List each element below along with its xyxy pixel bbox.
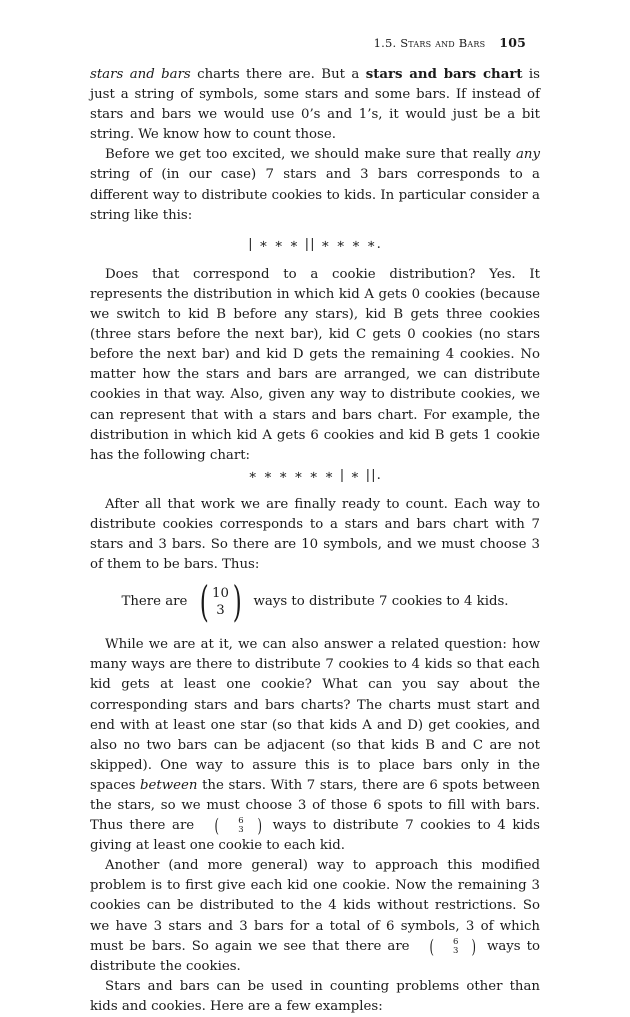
display-equation-2: ∗ ∗ ∗ ∗ ∗ ∗ | ∗ ||.	[248, 467, 382, 483]
paragraph-4: After all that work we are finally ready to count. Each way to distribute cookies corresponds to a stars and bars chart with 7 stars and 3 bars. So there are 10 symbols, and we must choose 3 of them to be bars. Thus:	[90, 496, 540, 573]
page-number: 105	[499, 35, 526, 50]
text-run: Another (and more general) way to approach this modified problem is to first give each kid one cookie. Now the remaining 3 cookies can be distributed to the 4 kids without restrictions. So we have 3 stars and 3 bars for a total of 6 symbols, 3 of which must be bars. So again we see that there are	[90, 858, 540, 954]
text-run: charts there are. But a	[190, 67, 366, 82]
emphasis-stars-and-bars: stars and bars	[90, 67, 191, 82]
binomial-stack	[212, 585, 229, 619]
section-title: 1.5. Stars and Bars	[373, 36, 486, 50]
inline-binomial	[416, 935, 481, 958]
binomial-top: 6	[238, 816, 244, 827]
binomial-bottom: 3	[453, 945, 459, 956]
text-run: ways to distribute the cookies.	[90, 938, 541, 974]
paragraph-1	[90, 65, 540, 145]
display-equation-3	[90, 577, 540, 627]
binomial-stack	[438, 938, 458, 956]
binomial-stack	[223, 817, 243, 835]
paragraph-5	[90, 635, 540, 856]
paragraph-6	[90, 856, 540, 977]
running-head	[374, 35, 526, 50]
text-run: While we are at it, we can also answer a related question: how many ways are there to distribute 7 cookies to 4 kids so that each kid gets at least one cookie? What can you say about the corresponding stars and bars charts? The charts must start and end with at least one star (so that kids A and D) get cookies, and also no two bars can be adjacent (so that kids B and C are not skipped). One way to assure this is to place bars only in the spaces	[90, 637, 540, 793]
term-stars-and-bars-chart: stars and bars chart	[365, 67, 523, 82]
right-paren: )	[257, 815, 262, 838]
text-run: Before we get too excited, we should make sure that really	[105, 147, 516, 163]
text-run: string of (in our case) 7 stars and 3 bars corresponds to a different way to distribute cookies to kids. In particular consider a string like this:	[90, 167, 540, 223]
binomial-top: 10	[211, 586, 229, 602]
left-paren: (	[429, 935, 434, 958]
text-run: is just a string of symbols, some stars and some bars. If instead of stars and bars we would use 0’s and 1’s, it would just be a bit string. We know how to count those.	[90, 67, 540, 143]
inline-binomial	[201, 815, 266, 838]
text-run: ways to distribute 7 cookies to 4 kids giving at least one cookie to each kid.	[90, 818, 540, 854]
text-run: the stars. With 7 stars, there are 6 spots between the stars, so we must choose 3 of those 6 spots to fill with bars. Thus there are	[90, 777, 540, 834]
left-paren: (	[214, 815, 219, 838]
binomial-bottom: 3	[216, 603, 225, 619]
binomial-coefficient	[196, 577, 246, 627]
emphasis-any: any	[515, 147, 540, 163]
paragraph-3: Does that correspond to a cookie distribution? Yes. It represents the distribution in which kid A gets 0 cookies (because we switch to kid B before any stars), kid B gets three cookies (three stars before the next bar), kid C gets 0 cookies (no stars before the next bar) and kid D gets the remaining 4 cookies. No matter how the stars and bars are arranged, we can distribute cookies in that way. Also, given any way to distribute cookies, we can represent that with a stars and bars chart. For example, the distribution in which kid A gets 6 cookies and kid B gets 1 cookie has the following chart:	[90, 266, 540, 463]
body-text	[90, 65, 540, 1017]
right-paren: )	[471, 935, 477, 958]
paragraph-2	[90, 145, 540, 225]
display-text-before: There are	[121, 594, 192, 610]
display-equation-1: | ∗ ∗ ∗ || ∗ ∗ ∗ ∗.	[248, 236, 382, 252]
binomial-top: 6	[453, 936, 459, 947]
emphasis-between: between	[140, 777, 198, 793]
display-text-after: ways to distribute 7 cookies to 4 kids.	[249, 594, 509, 610]
binomial-bottom: 3	[238, 825, 244, 836]
right-paren: )	[232, 577, 242, 627]
paragraph-7: Stars and bars can be used in counting problems other than kids and cookies. Here are a few examples:	[90, 978, 540, 1014]
left-paren: (	[199, 577, 209, 627]
